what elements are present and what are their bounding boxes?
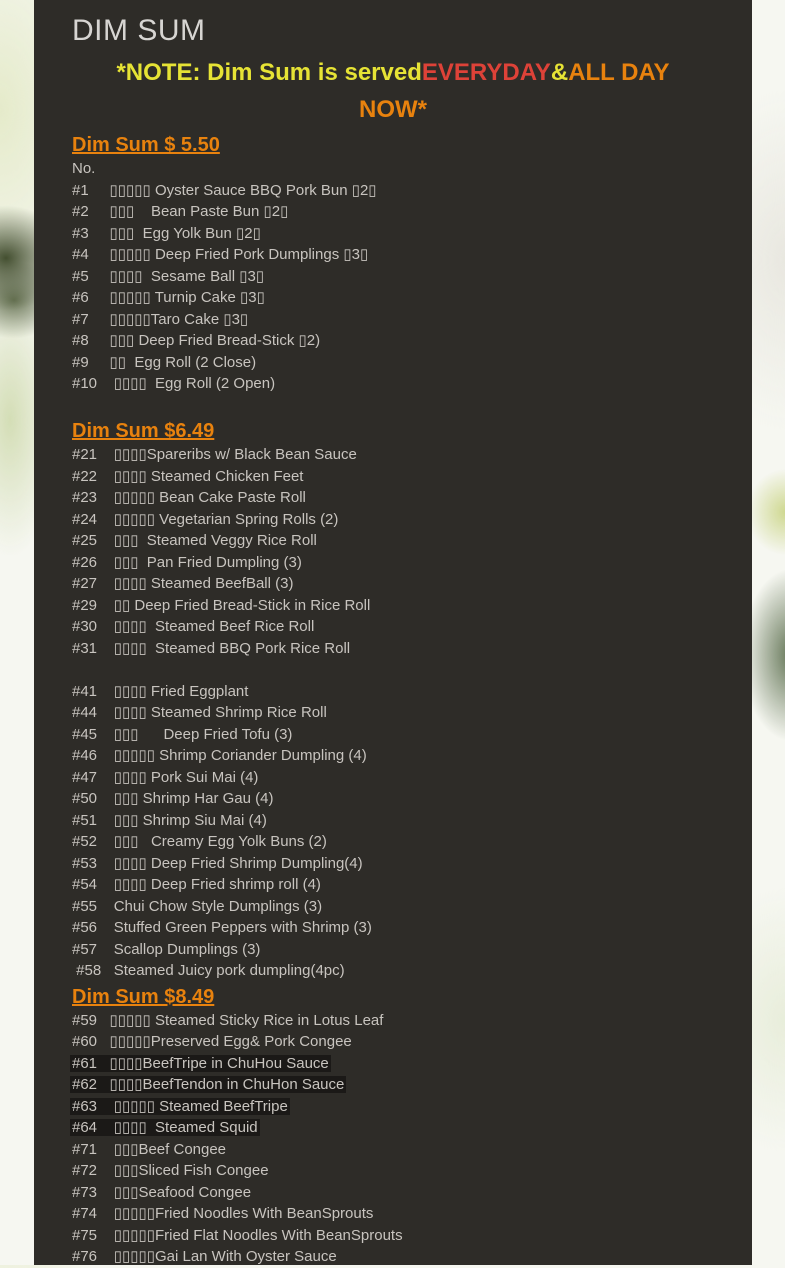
menu-item-highlighted <box>72 1117 714 1139</box>
menu-panel <box>34 0 752 1265</box>
menu-item: #31 ▯▯▯▯ Steamed BBQ Pork Rice Roll <box>72 639 351 657</box>
service-note <box>72 54 714 128</box>
menu-item: #30 ▯▯▯▯ Steamed Beef Rice Roll <box>72 618 315 635</box>
menu-item: #75 ▯▯▯▯▯Fried Flat Noodles With BeanSprouts <box>72 1226 403 1244</box>
menu-item: #9 ▯▯ Egg Roll (2 Close) <box>72 353 257 371</box>
menu-item-highlighted <box>72 1074 714 1096</box>
highlight-text: #64 ▯▯▯▯ Steamed Squid <box>72 1119 258 1136</box>
note-all-day: ALL DAY <box>568 59 670 86</box>
note-now: NOW* <box>359 96 427 123</box>
menu-item: #71 ▯▯▯Beef Congee <box>72 1140 227 1158</box>
note-ampersand: & <box>550 59 569 86</box>
menu-item: #58 Steamed Juicy pork dumpling(4pc) <box>72 962 345 979</box>
menu-item-highlighted <box>72 1096 714 1118</box>
menu-item: #2 ▯▯▯ Bean Paste Bun ▯2▯ <box>72 203 289 220</box>
menu-item: #3 ▯▯▯ Egg Yolk Bun ▯2▯ <box>72 224 261 242</box>
section-heading: Dim Sum $ 5.50 <box>72 134 220 156</box>
menu-item: #59 ▯▯▯▯▯ Steamed Sticky Rice in Lotus Leaf <box>72 1011 384 1029</box>
highlight-text: #62 ▯▯▯▯BeefTendon in ChuHon Sauce <box>72 1076 345 1093</box>
menu-item: #45 ▯▯▯ Deep Fried Tofu (3) <box>72 725 293 743</box>
menu-item: #25 ▯▯▯ Steamed Veggy Rice Roll <box>72 532 317 549</box>
page-title: DIM SUM <box>72 14 206 47</box>
menu-item: #51 ▯▯▯ Shrimp Siu Mai (4) <box>72 811 267 829</box>
menu-item: #73 ▯▯▯Seafood Congee <box>72 1183 252 1201</box>
menu-item: #57 Scallop Dumplings (3) <box>72 940 261 958</box>
menu-item: #4 ▯▯▯▯▯ Deep Fried Pork Dumplings ▯3▯ <box>72 246 369 263</box>
menu-item: #26 ▯▯▯ Pan Fried Dumpling (3) <box>72 553 302 571</box>
menu-item: #46 ▯▯▯▯▯ Shrimp Coriander Dumpling (4) <box>72 747 367 764</box>
menu-item: #21 ▯▯▯▯Spareribs w/ Black Bean Sauce <box>72 446 357 463</box>
menu-item: #76 ▯▯▯▯▯Gai Lan With Oyster Sauce <box>72 1248 337 1265</box>
menu-item: #60 ▯▯▯▯▯Preserved Egg& Pork Congee <box>72 1033 352 1050</box>
section-dim-sum-550 <box>72 132 714 395</box>
menu-item: #54 ▯▯▯▯ Deep Fried shrimp roll (4) <box>72 876 321 893</box>
menu-item: #7 ▯▯▯▯▯Taro Cake ▯3▯ <box>72 310 249 328</box>
menu-item: #74 ▯▯▯▯▯Fried Noodles With BeanSprouts <box>72 1205 374 1222</box>
menu-item: #6 ▯▯▯▯▯ Turnip Cake ▯3▯ <box>72 289 265 306</box>
menu-item: #52 ▯▯▯ Creamy Egg Yolk Buns (2) <box>72 833 327 850</box>
list-label: No. <box>72 160 96 177</box>
section-heading: Dim Sum $8.49 <box>72 985 215 1008</box>
menu-item: #8 ▯▯▯ Deep Fried Bread-Stick ▯2) <box>72 332 321 349</box>
section-dim-sum-649 <box>72 418 714 982</box>
blank-line <box>72 659 714 681</box>
menu-item: #55 Chui Chow Style Dumplings (3) <box>72 897 323 915</box>
menu-item: #50 ▯▯▯ Shrimp Har Gau (4) <box>72 790 274 807</box>
menu-item: #29 ▯▯ Deep Fried Bread-Stick in Rice Roll <box>72 596 371 614</box>
menu-item: #22 ▯▯▯▯ Steamed Chicken Feet <box>72 467 304 485</box>
menu-item: #47 ▯▯▯▯ Pork Sui Mai (4) <box>72 768 259 786</box>
menu-item: #24 ▯▯▯▯▯ Vegetarian Spring Rolls (2) <box>72 510 339 528</box>
section-dim-sum-849 <box>72 984 714 1268</box>
note-prefix: *NOTE: Dim Sum is served <box>116 59 422 86</box>
menu-item: #27 ▯▯▯▯ Steamed BeefBall (3) <box>72 575 294 592</box>
highlight-text: #63 ▯▯▯▯▯ Steamed BeefTripe <box>72 1097 288 1115</box>
menu-item: #44 ▯▯▯▯ Steamed Shrimp Rice Roll <box>72 704 327 721</box>
menu-item: #23 ▯▯▯▯▯ Bean Cake Paste Roll <box>72 489 306 506</box>
menu-item: #10 ▯▯▯▯ Egg Roll (2 Open) <box>72 375 276 392</box>
menu-item: #72 ▯▯▯Sliced Fish Congee <box>72 1162 269 1179</box>
menu-item: #1 ▯▯▯▯▯ Oyster Sauce BBQ Pork Bun ▯2▯ <box>72 181 377 199</box>
menu-item: #41 ▯▯▯▯ Fried Eggplant <box>72 682 249 700</box>
menu-item-highlighted <box>72 1053 714 1075</box>
menu-item: #5 ▯▯▯▯ Sesame Ball ▯3▯ <box>72 267 265 285</box>
blank-line <box>72 395 714 417</box>
menu-item: #56 Stuffed Green Peppers with Shrimp (3) <box>72 919 372 936</box>
menu-item: #53 ▯▯▯▯ Deep Fried Shrimp Dumpling(4) <box>72 854 363 872</box>
note-everyday: EVERYDAY <box>421 59 551 86</box>
section-heading: Dim Sum $6.49 <box>72 420 215 442</box>
highlight-text: #61 ▯▯▯▯BeefTripe in ChuHou Sauce <box>72 1054 329 1072</box>
